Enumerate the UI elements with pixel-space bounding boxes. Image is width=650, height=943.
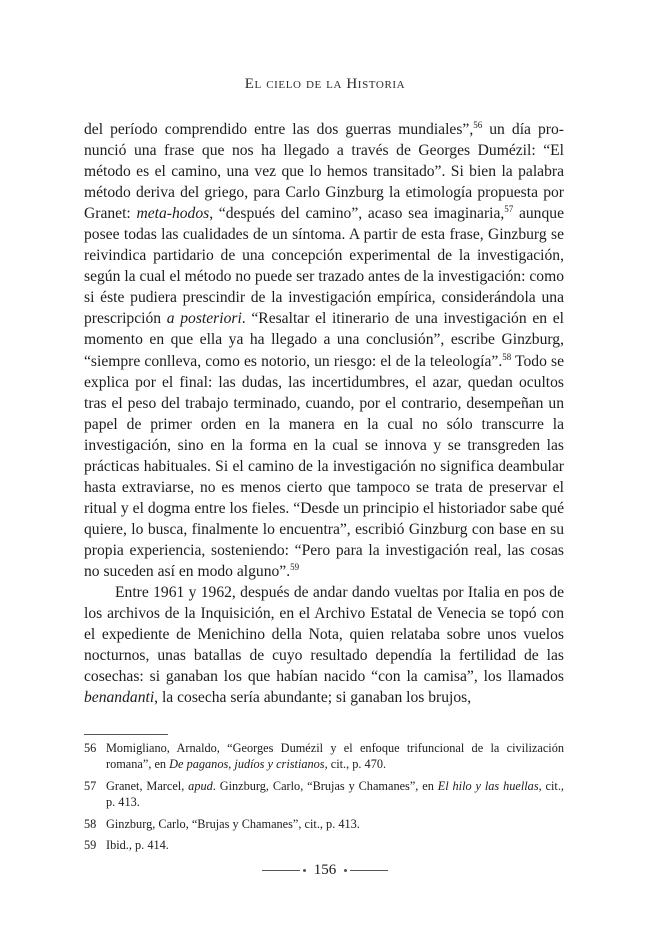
paragraph-1: del período comprendido entre las dos guerras mundiales”,$^{56}$ un día pronunció una frase que nos ha llegado a través de Georges Dumézil: “El método es el camino, una vez que lo hemos transitado”. Si bien la palabra método deriva del griego, para Carlo Ginzburg la etimología propuesta por Granet: meta-hodos, “después del camino”, acaso sea imaginaria,$^{57}$ aunque posee todas las cualidades de un síntoma. A partir de esta frase, Ginzburg se reivindica partidario de una concepción experimental de la investigación, según la cual el método no puede ser trazado antes de la investigación: como si éste pudiera prescindir de la investigación empírica, considerándola una prescripción a posteriori. “Resaltar el itinerario de una investigación en el momento en que ella ya ha llegado a una conclusión”, escribe Ginzburg, “siempre conlleva, como es notorio, un riesgo: el de la teleología”.$^{58}$ Todo se explica por el final: las dudas, las incertidumbres, el azar, quedan ocultos tras el peso del trabajo terminado, cuando, por el contrario, desempeñan un papel de primer orden en la manera en la cual no sólo transcurre la investigación, sino en la forma en la cual se innova y se transgreden las prácticas habituales. Si el camino de la investigación no significa deambular hasta extraviarse, no es menos cierto que tampoco se trata de preservar el ritual y el dogma entre los fieles. “Desde un principio el historiador sabe qué quiere, lo busca, finalmente lo encuentra”, escribió Ginzburg con base en su propia experiencia, sosteniendo: “Pero para la investigación real, las cosas no suceden así en modo alguno”.$^{59}$ (84, 120, 564, 580)
footnote-57: 57 Granet, Marcel, apud. Ginzburg, Carlo, “Brujas y Chamanes”, en El hilo y las huellas, cit., p. 413. (84, 778, 565, 810)
folio-dot-left (303, 869, 306, 872)
footnote-ref-59[interactable]: 59 (290, 561, 300, 572)
folio-dot-right (344, 869, 347, 872)
footnote-divider (84, 734, 168, 735)
page-number-footer (0, 862, 650, 879)
footnote-number: 56 (84, 741, 97, 755)
main-text (84, 119, 564, 708)
folio-rule-left (262, 870, 300, 871)
footnote-number: 58 (84, 816, 97, 831)
footnote-56: 56 Momigliano, Arnaldo, “Georges Dumézil y el enfoque trifuncional de la civilización romana”, en De paganos, judíos y cristianos, cit., p. 470. (84, 741, 564, 772)
paragraph-2: Entre 1961 y 1962, después de andar dando vueltas por Italia en pos de los archivos de la Inquisición, en el Archivo Estatal de Venecia se topó con el expediente de Menichino della Nota, quien relataba sobre unos vuelos nocturnos, unas batallas de cuyo resultado dependía la fertilidad de las cosechas: si ganaban los que habían nacido “con la camisa”, los llamados benandanti, la cosecha sería abundante; si ganaban los brujos, (84, 584, 564, 707)
footnotes (84, 740, 564, 858)
footnote-number: 59 (84, 838, 97, 853)
running-head: El cielo de la Historia (244, 76, 406, 92)
page-number: 156 (313, 862, 337, 878)
footnote-number: 57 (84, 778, 97, 793)
footnote-ref-57[interactable]: 57 (504, 204, 514, 215)
folio-rule-right (350, 870, 388, 871)
footnote-58: 58 Ginzburg, Carlo, “Brujas y Chamanes”, cit., p. 413. (84, 816, 360, 831)
footnote-59: 59 Ibid., p. 414. (84, 838, 169, 853)
footnote-ref-56[interactable]: 56 (473, 120, 483, 130)
footnote-ref-58[interactable]: 58 (502, 351, 512, 362)
